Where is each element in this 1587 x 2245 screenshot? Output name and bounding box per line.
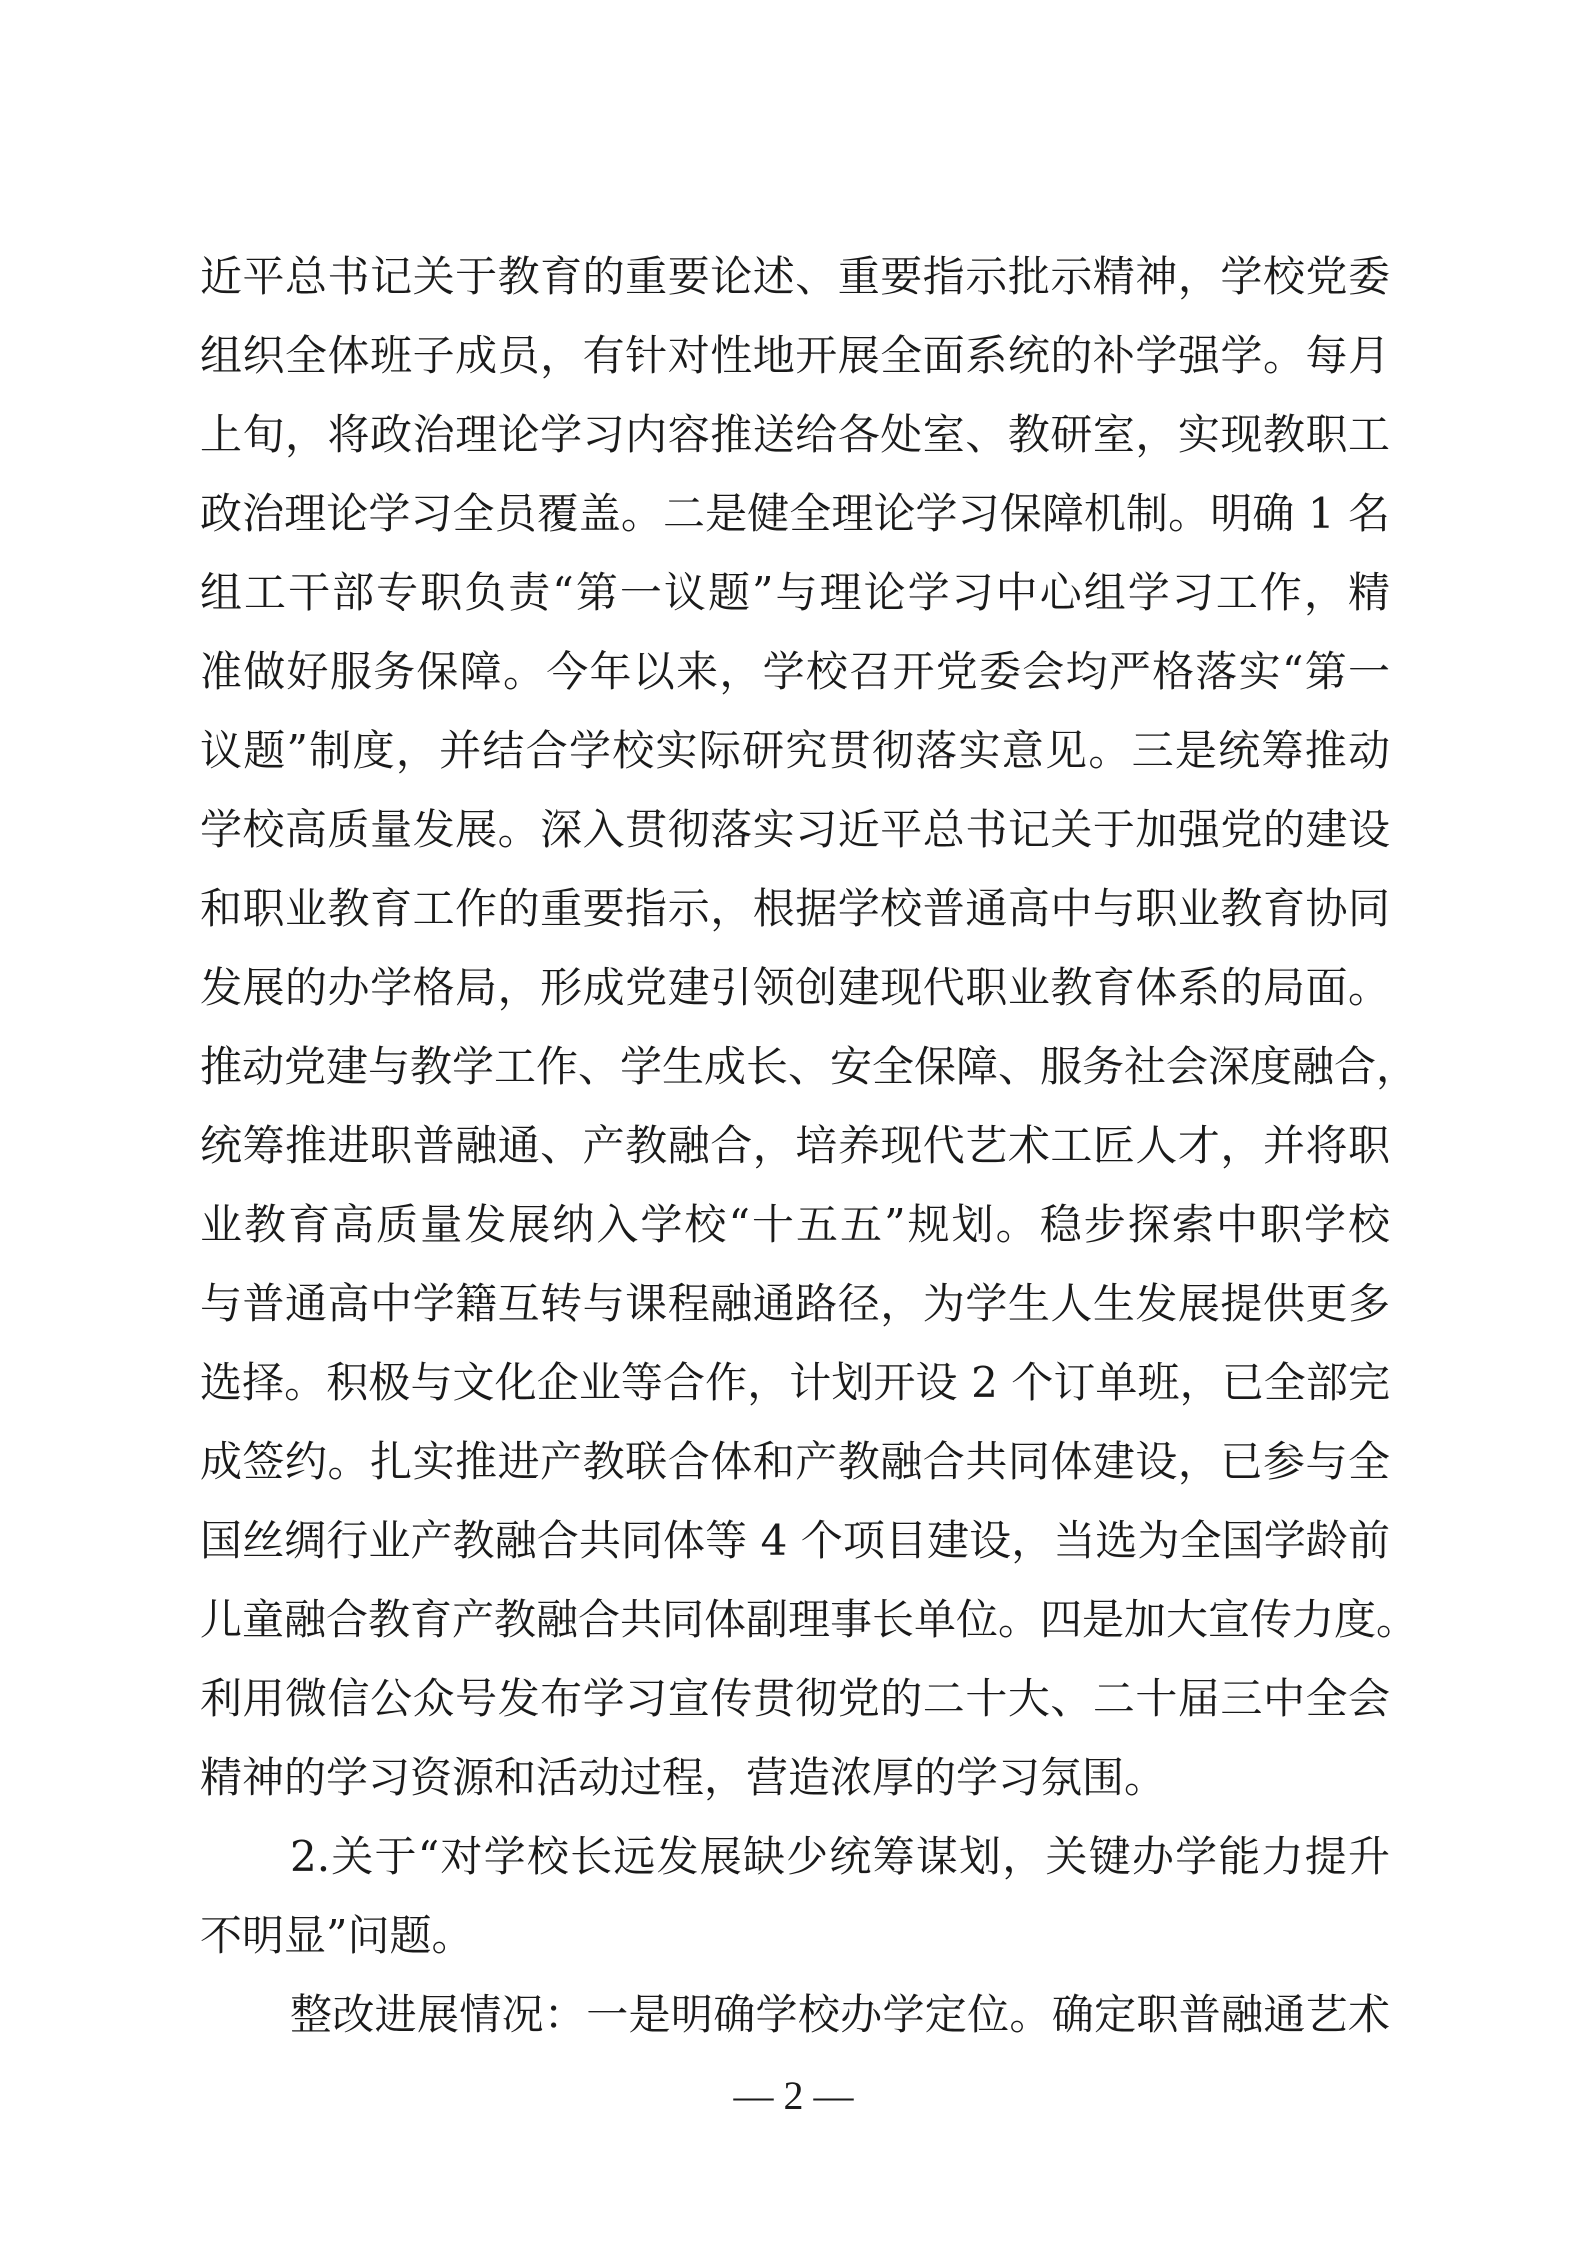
body-line-13: 业教育高质量发展纳入学校“十五五”规划。稳步探索中职学校	[200, 1200, 1390, 1249]
body-line-3: 上旬，将政治理论学习内容推送给各处室、教研室，实现教职工	[200, 410, 1390, 459]
body-line-8: 学校高质量发展。深入贯彻落实习近平总书记关于加强党的建设	[200, 805, 1390, 854]
body-line-1: 近平总书记关于教育的重要论述、重要指示批示精神，学校党委	[200, 252, 1390, 301]
body-line-16: 成签约。扎实推进产教联合体和产教融合共同体建设，已参与全	[200, 1437, 1390, 1486]
body-line-11: 推动党建与教学工作、学生成长、安全保障、服务社会深度融合，	[200, 1042, 1419, 1091]
body-line-2: 组织全体班子成员，有针对性地开展全面系统的补学强学。每月	[200, 331, 1390, 380]
body-line-17: 国丝绸行业产教融合共同体等 4 个项目建设，当选为全国学龄前	[200, 1516, 1390, 1565]
body-line-20: 精神的学习资源和活动过程，营造浓厚的学习氛围。	[200, 1753, 1167, 1802]
body-line-6: 准做好服务保障。今年以来，学校召开党委会均严格落实“第一	[200, 647, 1390, 696]
section-heading-line-2: 不明显”问题。	[200, 1911, 474, 1960]
body-line-18: 儿童融合教育产教融合共同体副理事长单位。四是加大宣传力度。	[200, 1595, 1419, 1644]
body-line-9: 和职业教育工作的重要指示，根据学校普通高中与职业教育协同	[200, 884, 1390, 933]
body-line-5: 组工干部专职负责“第一议题”与理论学习中心组学习工作，精	[200, 568, 1390, 617]
body-line-4: 政治理论学习全员覆盖。二是健全理论学习保障机制。明确 1 名	[200, 489, 1390, 538]
section-heading-line-1: 2.关于“对学校长远发展缺少统筹谋划，关键办学能力提升	[290, 1832, 1390, 1881]
body-line-14: 与普通高中学籍互转与课程融通路径，为学生人生发展提供更多	[200, 1279, 1390, 1328]
body-line-15: 选择。积极与文化企业等合作，计划开设 2 个订单班，已全部完	[200, 1358, 1390, 1407]
body-line-12: 统筹推进职普融通、产教融合，培养现代艺术工匠人才，并将职	[200, 1121, 1390, 1170]
body-line-10: 发展的办学格局，形成党建引领创建现代职业教育体系的局面。	[200, 963, 1390, 1012]
body-line-7: 议题”制度，并结合学校实际研究贯彻落实意见。三是统筹推动	[200, 726, 1390, 775]
body-line-21: 整改进展情况：一是明确学校办学定位。确定职普融通艺术	[290, 1990, 1390, 2039]
body-line-19: 利用微信公众号发布学习宣传贯彻党的二十大、二十届三中全会	[200, 1674, 1390, 1723]
page-number: — 2 —	[733, 2073, 854, 2118]
